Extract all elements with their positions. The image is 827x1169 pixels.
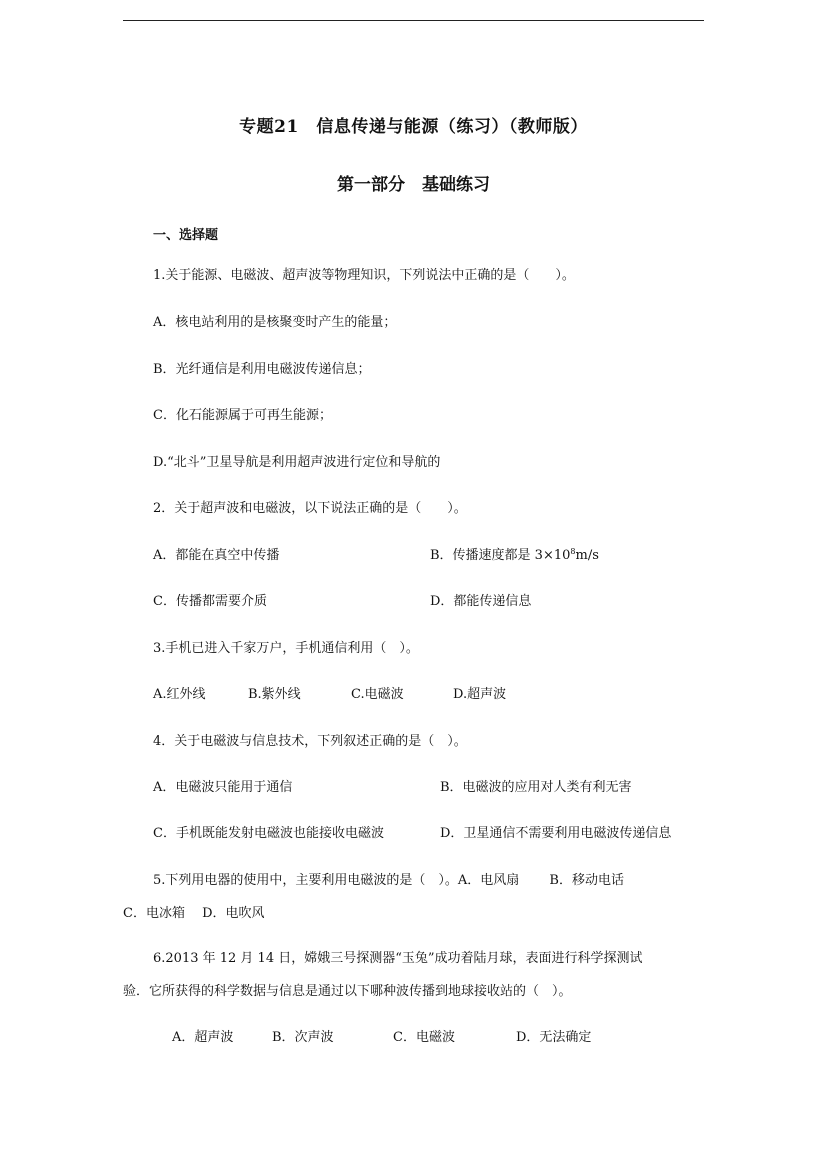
question-2-stem: 2．关于超声波和电磁波，以下说法正确的是（ ）。 bbox=[153, 501, 467, 516]
question-2-option-c: C．传播都需要介质 bbox=[153, 594, 267, 609]
header-rule bbox=[123, 20, 704, 21]
question-4-option-c: C．手机既能发射电磁波也能接收电磁波 bbox=[153, 826, 384, 841]
question-3-stem: 3.手机已进入千家万户，手机通信利用（ ）。 bbox=[153, 641, 419, 656]
question-6-option-b: B．次声波 bbox=[272, 1030, 334, 1045]
part-title: 第一部分 基础练习 bbox=[337, 175, 490, 195]
question-2-option-b-text: B．传播速度都是 3×10 bbox=[430, 548, 571, 563]
question-3-option-b: B.紫外线 bbox=[248, 687, 301, 702]
question-2-option-b-exponent: 8 bbox=[570, 547, 576, 556]
question-6-line-2: 验．它所获得的科学数据与信息是通过以下哪种波传播到地球接收站的（ ）。 bbox=[123, 984, 572, 999]
question-2-option-a: A．都能在真空中传播 bbox=[153, 548, 280, 563]
question-2-option-b bbox=[430, 548, 599, 564]
question-6-line-1: 6.2013 年 12 月 14 日，嫦娥三号探测器“玉兔”成功着陆月球，表面进行科学探测试 bbox=[153, 951, 643, 966]
question-6-option-d: D．无法确定 bbox=[516, 1030, 592, 1045]
question-3-option-d: D.超声波 bbox=[453, 687, 507, 702]
question-2-option-b-unit: m/s bbox=[575, 548, 599, 563]
question-1-stem: 1.关于能源、电磁波、超声波等物理知识，下列说法中正确的是（ ）。 bbox=[153, 268, 575, 283]
question-4-option-d: D．卫星通信不需要利用电磁波传递信息 bbox=[440, 826, 672, 841]
question-4-option-a: A．电磁波只能用于通信 bbox=[153, 780, 293, 795]
question-5-line-1: 5.下列用电器的使用中，主要利用电磁波的是（ ）。A．电风扇 B．移动电话 bbox=[153, 873, 624, 888]
question-1-option-c: C．化石能源属于可再生能源； bbox=[153, 408, 332, 423]
question-1-option-a: A．核电站利用的是核聚变时产生的能量； bbox=[153, 315, 397, 330]
question-3-option-c: C.电磁波 bbox=[351, 687, 404, 702]
question-6-option-a: A．超声波 bbox=[172, 1030, 234, 1045]
question-1-option-d: D.“北斗”卫星导航是利用超声波进行定位和导航的 bbox=[153, 455, 441, 470]
question-6-option-c: C．电磁波 bbox=[393, 1030, 455, 1045]
question-2-option-d: D．都能传递信息 bbox=[430, 594, 532, 609]
question-1-option-b: B．光纤通信是利用电磁波传递信息； bbox=[153, 362, 371, 377]
question-5-line-2: C．电冰箱 D．电吹风 bbox=[123, 906, 265, 921]
document-title: 专题21 信息传递与能源（练习）（教师版） bbox=[239, 117, 588, 137]
question-3-option-a: A.红外线 bbox=[153, 687, 206, 702]
question-4-stem: 4．关于电磁波与信息技术，下列叙述正确的是（ ）。 bbox=[153, 734, 467, 749]
section-heading: 一、选择题 bbox=[153, 228, 219, 243]
question-4-option-b: B．电磁波的应用对人类有利无害 bbox=[440, 780, 632, 795]
